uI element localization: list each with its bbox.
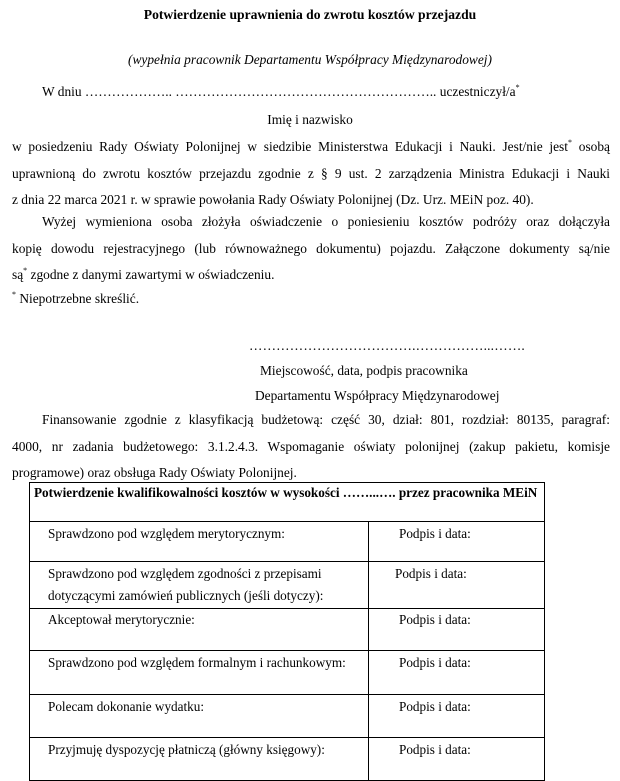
sign-date-label: Podpis i data: [399, 699, 471, 714]
document-title: Potwierdzenie uprawnienia do zwrotu kosztów przejazdu [143, 7, 477, 22]
paragraph-line: Finansowanie zgodnie z klasyfikacją budżetową: część 30, dział: 801, rozdział: 80135, paragraf: [42, 412, 610, 427]
footnote-mark: * [568, 138, 572, 147]
row-label: Przyjmuję dyspozycję płatniczą (główny księgowy): [30, 738, 369, 781]
table-row [30, 522, 545, 562]
sign-date-label: Podpis i data: [399, 612, 471, 627]
table-row [30, 695, 545, 738]
name-label: Imię i nazwisko [267, 112, 353, 127]
sign-date-label: Podpis i data: [399, 526, 471, 541]
table-row [30, 738, 545, 781]
paragraph-line: 4000, nr zadania budżetowego: 3.1.2.4.3. Wspomaganie oświaty polonijnej (zakup pakietu, komisje [12, 438, 610, 454]
row-label: Sprawdzono pod względem merytorycznym: [30, 522, 369, 562]
table-row [30, 609, 545, 651]
signature-cell[interactable] [369, 522, 545, 562]
signature-cell[interactable] [369, 609, 545, 651]
footnote-mark: * [23, 266, 28, 275]
table-header: Potwierdzenie kwalifikowalności kosztów w wysokości ……...…. przez pracownika MEiN [30, 483, 545, 522]
row-label: Akceptował merytorycznie: [30, 609, 369, 651]
footnote-mark: * [515, 83, 520, 92]
footnote-text: Niepotrzebne skreślić. [16, 291, 140, 306]
signature-caption-1: Miejscowość, data, podpis pracownika [260, 363, 468, 378]
footnote [12, 291, 139, 307]
sign-date-label: Podpis i data: [399, 655, 471, 670]
paragraph-line: Wyżej wymieniona osoba złożyła oświadczenie o poniesieniu kosztów podróży oraz dołączyła [42, 214, 610, 229]
table-row [30, 651, 545, 695]
paragraph-line: z dnia 22 marca 2021 r. w sprawie powołania Rady Oświaty Polonijnej (Dz. Urz. MEiN poz. 40). [12, 192, 534, 207]
paragraph-line: są* zgodne z danymi zawartymi w oświadczeniu. [12, 266, 275, 282]
row-label: Sprawdzono pod względem formalnym i rachunkowym: [30, 651, 369, 695]
row-label: Polecam dokonanie wydatku: [30, 695, 369, 738]
paragraph-eligibility [12, 134, 610, 214]
paragraph-statement [12, 209, 610, 289]
signature-cell[interactable] [369, 695, 545, 738]
signature-dotted-line: ……………………………….……………...……. [249, 338, 525, 353]
document-subtitle: (wypełnia pracownik Departamentu Współpracy Międzynarodowej) [128, 52, 492, 67]
sign-date-label: Podpis i data: [399, 742, 471, 757]
signature-caption-2: Departamentu Współpracy Międzynarodowej [255, 388, 500, 403]
table-row [30, 562, 545, 609]
signature-cell[interactable] [369, 651, 545, 695]
paragraph-line: w posiedzeniu Rady Oświaty Polonijnej w siedzibie Ministerstwa Edukacji i Nauki. Jest/nie jest* osobą [12, 138, 610, 154]
sign-date-label: Podpis i data: [395, 566, 467, 581]
paragraph-line: uprawnioną do zwrotu kosztów przejazdu zgodnie z § 9 ust. 2 zarządzenia Ministra Edukacji i Nauki [12, 165, 610, 181]
date-line-text: W dniu ……………….. ………………………………………………….. uczestniczył/a [42, 84, 516, 99]
signature-cell[interactable] [369, 562, 545, 609]
date-participation-line [42, 84, 520, 100]
confirmation-table [29, 482, 545, 781]
footnote-mark: * [12, 290, 16, 299]
financing-paragraph [12, 407, 610, 487]
paragraph-line: programowe) oraz obsługa Rady Oświaty Polonijnej. [12, 465, 297, 480]
signature-cell[interactable] [369, 738, 545, 781]
row-label: Sprawdzono pod względem zgodności z przepisami dotyczącymi zamówień publicznych (jeśli dotyczy): [30, 562, 369, 609]
paragraph-line: kopię dowodu rejestracyjnego (lub równoważnego dokumentu) pojazdu. Załączone dokumenty są/nie [12, 240, 610, 256]
